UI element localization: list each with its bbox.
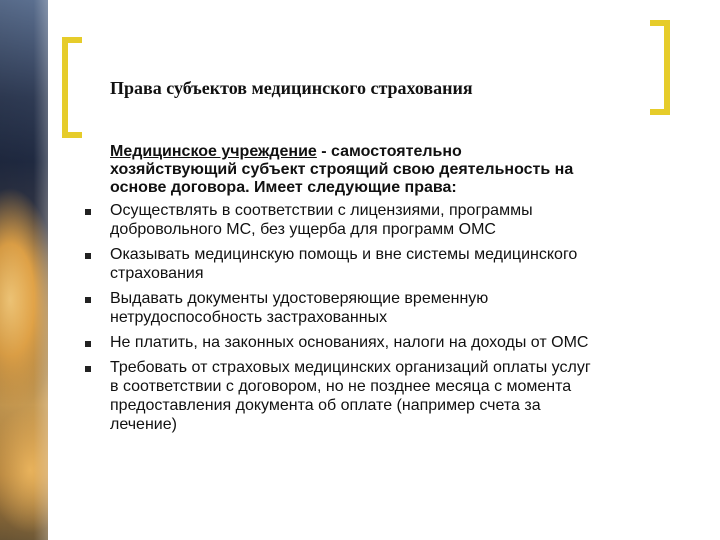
- list-item-text: Не платить, на законных основаниях, налоги на доходы от ОМС: [110, 334, 589, 351]
- list-item-text: Требовать от страховых медицинских организаций оплаты услуг в соответствии с договором, но не позднее месяца с момента предоставления документа об оплате (например счета за лечение): [110, 359, 591, 433]
- square-bullet-icon: [85, 253, 91, 259]
- lead-subject: Медицинское учреждение: [110, 143, 317, 160]
- list-item-text: Выдавать документы удостоверяющие временную нетрудоспособность застрахованных: [110, 290, 489, 326]
- list-item: [0, 289, 720, 327]
- list-item: [0, 245, 720, 283]
- list-item: [0, 358, 720, 434]
- rights-list: [0, 201, 720, 434]
- slide-title: Права субъектов медицинского страхования: [110, 78, 473, 98]
- lead-text: - самостоятельно хозяйствующий субъект строящий свою деятельность на основе договора. Имеет следующие права:: [110, 143, 574, 196]
- square-bullet-icon: [85, 341, 91, 347]
- list-item-text: Оказывать медицинскую помощь и вне системы медицинского страхования: [110, 246, 578, 282]
- lead-paragraph: [110, 143, 715, 197]
- right-bracket-decoration: [650, 20, 670, 115]
- left-bracket-decoration: [62, 37, 82, 138]
- square-bullet-icon: [85, 297, 91, 303]
- square-bullet-icon: [85, 209, 91, 215]
- list-item: [0, 333, 720, 352]
- square-bullet-icon: [85, 366, 91, 372]
- list-item: [0, 201, 720, 239]
- list-item-text: Осуществлять в соответствии с лицензиями, программы добровольного МС, без ущерба для программ ОМС: [110, 202, 533, 238]
